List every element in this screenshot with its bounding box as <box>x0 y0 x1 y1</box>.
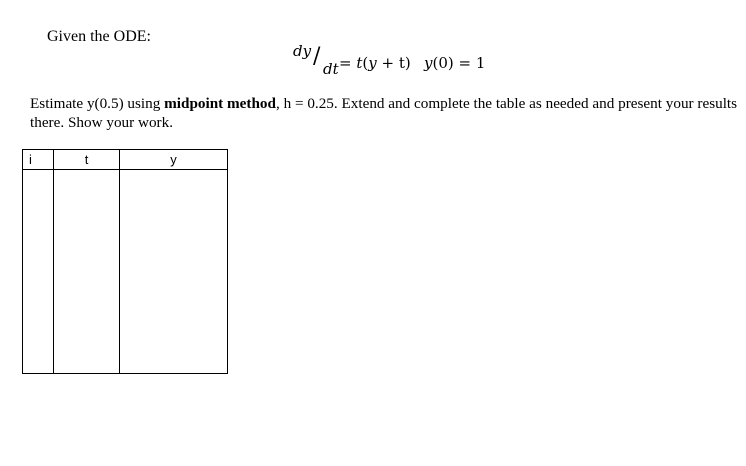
table-row <box>23 170 228 374</box>
table-header-row <box>23 150 228 170</box>
equation-denominator: dt <box>323 60 339 78</box>
intro-text: Given the ODE: <box>47 28 151 45</box>
equation-paren-open: ( <box>362 54 369 72</box>
equation-rhs-rest: + t) <box>376 54 411 72</box>
instructions-text <box>30 94 740 132</box>
equation-numerator: dy <box>293 42 312 60</box>
equation-fraction-slash: / <box>313 44 321 69</box>
column-header-t: t <box>54 150 120 170</box>
equation-right-hand-side <box>339 54 411 72</box>
cell-y[interactable] <box>120 170 228 374</box>
results-table <box>22 149 228 374</box>
initial-condition-var-y: y <box>424 54 433 72</box>
equation-equals: = <box>339 54 357 72</box>
initial-condition-value: (0) = 1 <box>432 54 486 72</box>
cell-t[interactable] <box>54 170 120 374</box>
instructions-part-2: , h = 0.25. Extend and complete the table as needed and present your results there. Show your work. <box>30 95 738 131</box>
instructions-method-bold: midpoint method <box>164 95 276 112</box>
cell-i[interactable] <box>23 170 54 374</box>
column-header-y: y <box>120 150 228 170</box>
column-header-i: i <box>23 150 54 170</box>
equation-var-t: t <box>356 54 363 72</box>
equation-var-y: y <box>368 54 377 72</box>
instructions-part-1: Estimate y(0.5) using <box>30 95 165 112</box>
initial-condition <box>424 54 485 72</box>
